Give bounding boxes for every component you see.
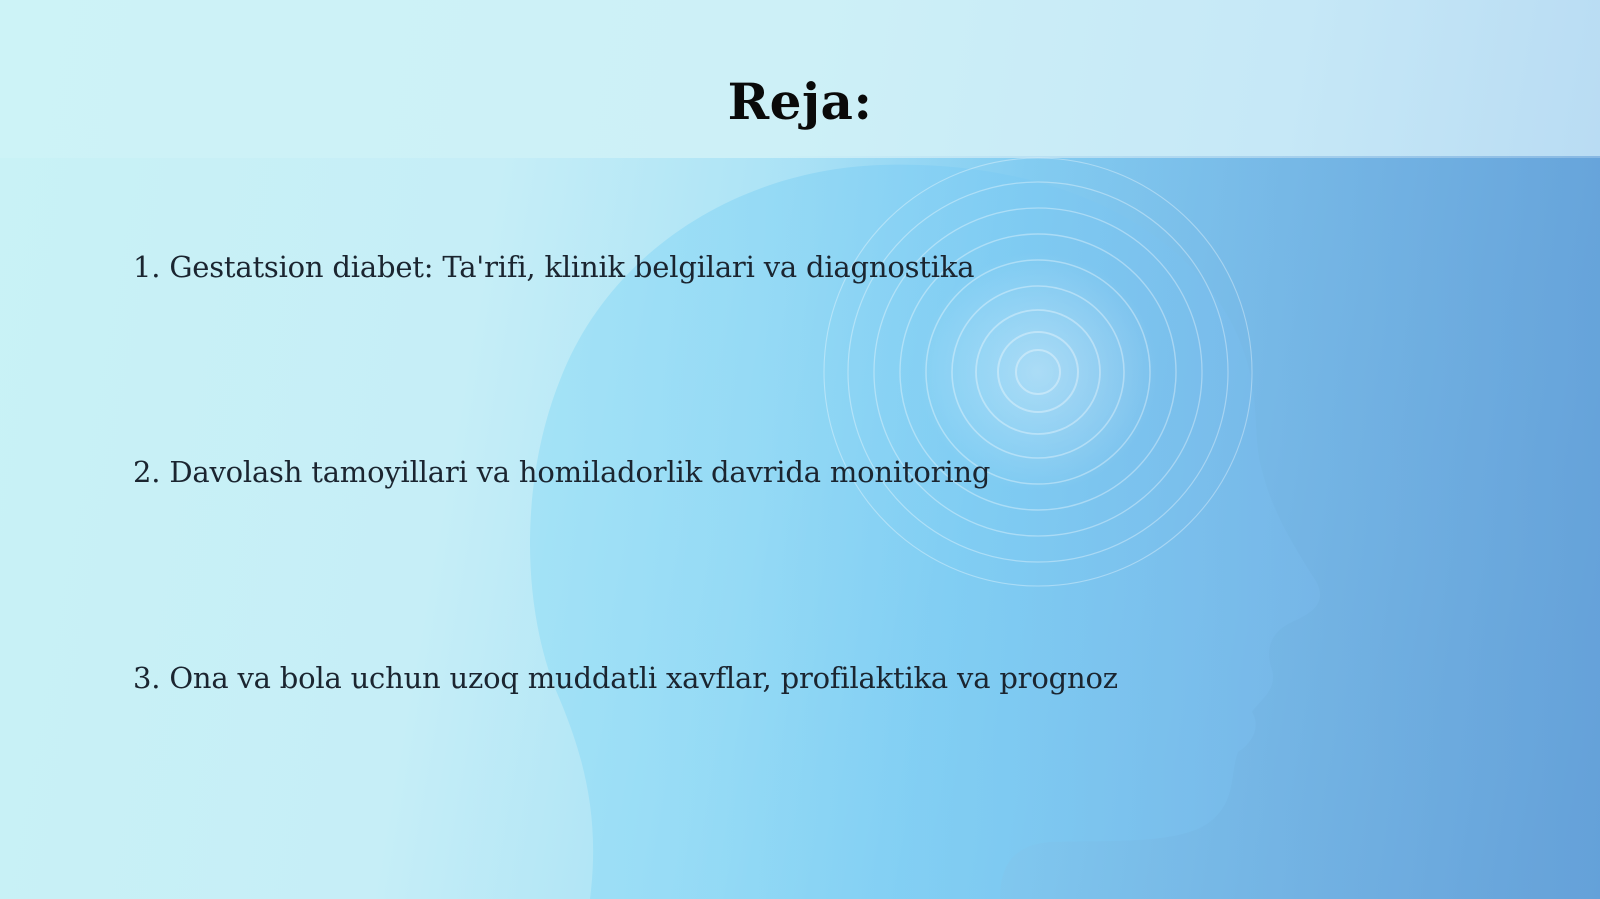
slide-title: Reja: [727, 71, 873, 131]
plan-item-number: 1. [133, 250, 161, 284]
plan-item [133, 661, 1118, 695]
plan-item [133, 455, 990, 489]
plan-item [133, 250, 974, 284]
plan-item-number: 3. [133, 661, 161, 695]
plan-item-text: Gestatsion diabet: Ta'rifi, klinik belgilari va diagnostika [169, 250, 975, 284]
plan-item-text: Davolash tamoyillari va homiladorlik davrida monitoring [169, 455, 991, 489]
plan-item-number: 2. [133, 455, 161, 489]
plan-item-text: Ona va bola uchun uzoq muddatli xavflar, profilaktika va prognoz [169, 661, 1118, 695]
